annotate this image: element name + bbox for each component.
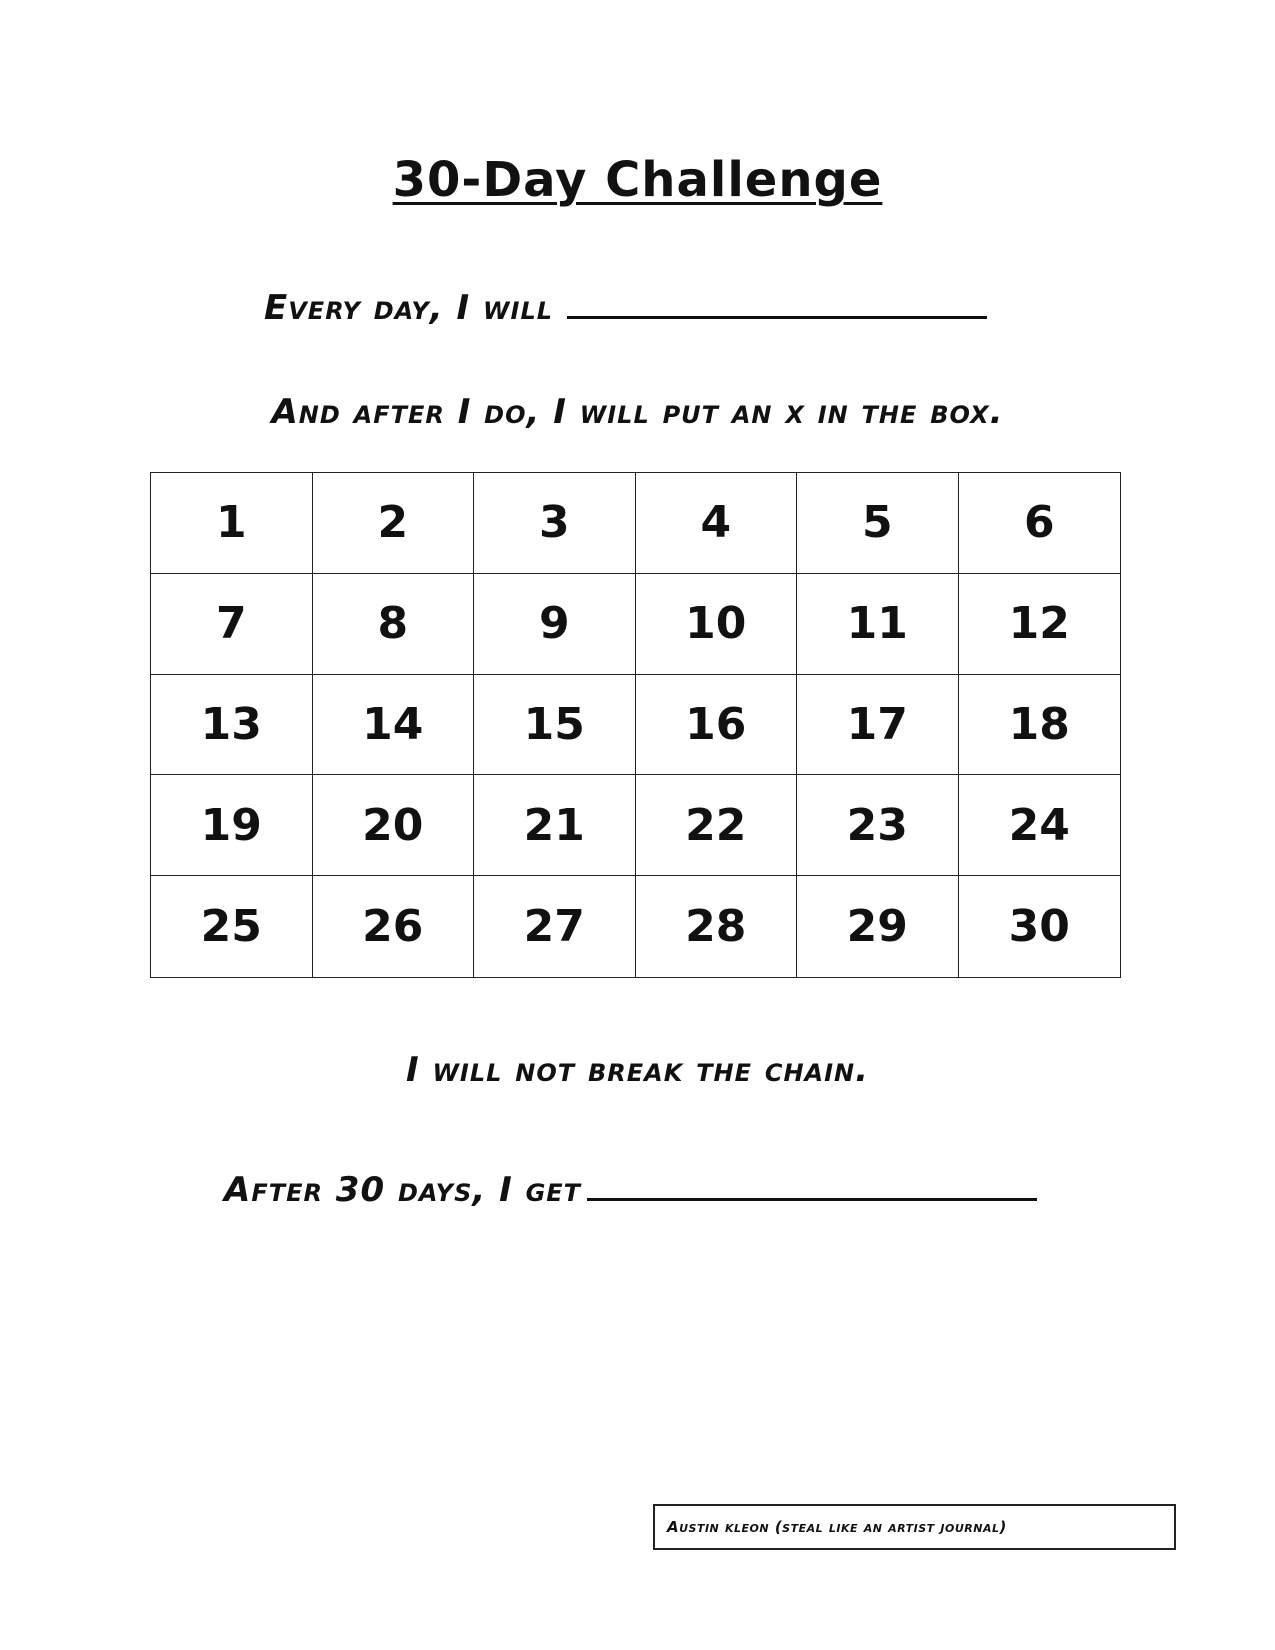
credit-text: Austin kleon (steal like an artist journal) bbox=[667, 1518, 1007, 1536]
day-cell[interactable]: 23 bbox=[797, 775, 959, 876]
day-cell[interactable]: 28 bbox=[636, 876, 798, 977]
after-do-prompt: And after I do, I will put an x in the box. bbox=[271, 392, 1004, 432]
every-day-label: Every day, I will bbox=[264, 288, 554, 328]
day-cell[interactable]: 6 bbox=[959, 473, 1121, 574]
day-cell[interactable]: 11 bbox=[797, 574, 959, 675]
day-cell[interactable]: 7 bbox=[151, 574, 313, 675]
day-cell[interactable]: 13 bbox=[151, 675, 313, 776]
day-cell[interactable]: 19 bbox=[151, 775, 313, 876]
after-30-label: After 30 days, I get bbox=[224, 1170, 582, 1210]
day-cell[interactable]: 8 bbox=[313, 574, 475, 675]
every-day-prompt bbox=[264, 288, 987, 328]
day-cell[interactable]: 2 bbox=[313, 473, 475, 574]
day-cell[interactable]: 9 bbox=[474, 574, 636, 675]
day-cell[interactable]: 27 bbox=[474, 876, 636, 977]
day-cell[interactable]: 4 bbox=[636, 473, 798, 574]
day-cell[interactable]: 3 bbox=[474, 473, 636, 574]
day-cell[interactable]: 12 bbox=[959, 574, 1121, 675]
not-break-statement: I will not break the chain. bbox=[405, 1050, 870, 1090]
page-title bbox=[0, 150, 1275, 210]
day-cell[interactable]: 17 bbox=[797, 675, 959, 776]
day-cell[interactable]: 24 bbox=[959, 775, 1121, 876]
day-grid bbox=[150, 472, 1121, 978]
day-cell[interactable]: 26 bbox=[313, 876, 475, 977]
day-cell[interactable]: 15 bbox=[474, 675, 636, 776]
day-cell[interactable]: 30 bbox=[1008, 901, 1070, 953]
day-cell[interactable]: 21 bbox=[474, 775, 636, 876]
day-cell[interactable]: 25 bbox=[151, 876, 313, 977]
day-cell[interactable]: 14 bbox=[313, 675, 475, 776]
day-cell[interactable]: 16 bbox=[636, 675, 798, 776]
after-30-prompt bbox=[224, 1170, 1037, 1210]
reward-blank-line[interactable] bbox=[587, 1170, 1037, 1201]
credit-box bbox=[653, 1504, 1176, 1550]
day-cell[interactable]: 29 bbox=[797, 876, 959, 977]
day-cell[interactable]: 1 bbox=[151, 473, 313, 574]
day-cell[interactable]: 20 bbox=[313, 775, 475, 876]
every-day-blank-line[interactable] bbox=[567, 288, 987, 319]
page-title-text: 30-Day Challenge bbox=[392, 152, 883, 208]
day-cell[interactable]: 5 bbox=[797, 473, 959, 574]
day-cell[interactable]: 22 bbox=[636, 775, 798, 876]
day-cell[interactable]: 18 bbox=[959, 675, 1121, 776]
day-cell[interactable]: 10 bbox=[636, 574, 798, 675]
